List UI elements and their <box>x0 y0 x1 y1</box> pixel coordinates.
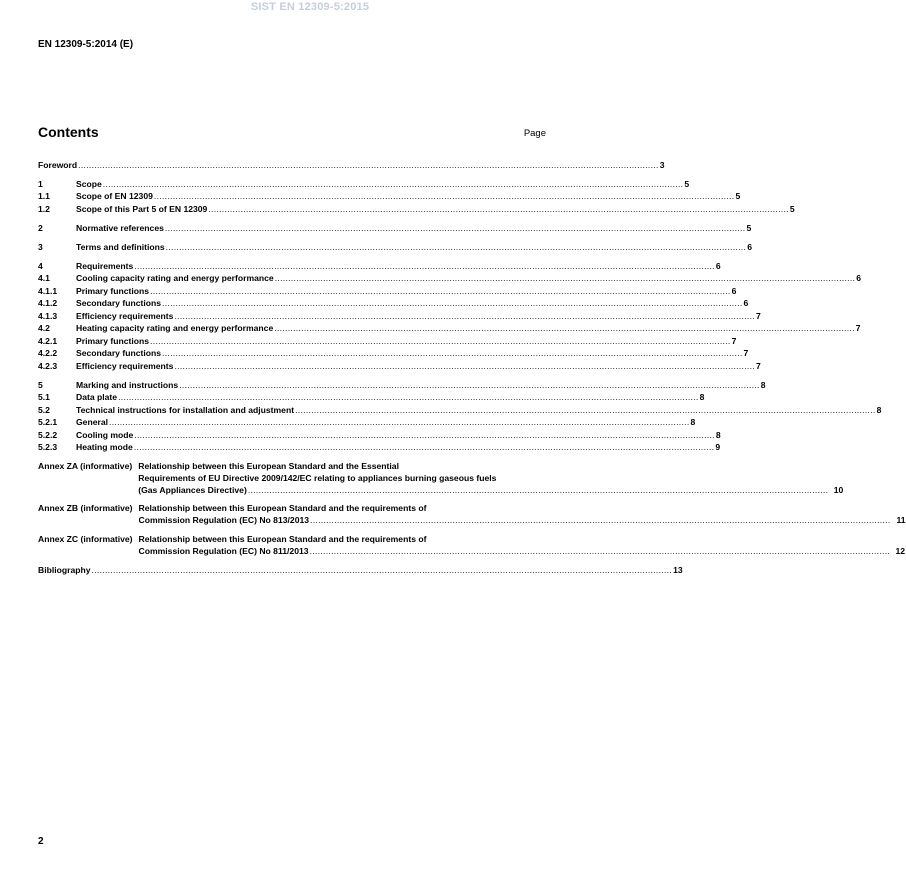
annex-title <box>139 533 906 557</box>
toc-entry-title: Cooling mode <box>76 429 134 440</box>
toc-entry-page: 5 <box>789 203 795 214</box>
toc-leader-dots <box>295 405 876 416</box>
toc-entry[interactable] <box>38 177 690 190</box>
toc-entry-page: 7 <box>855 323 861 333</box>
toc-entry[interactable] <box>38 441 721 454</box>
toc-entry-page: 8 <box>760 379 766 390</box>
toc-entry-page: 6 <box>856 273 862 283</box>
toc-entry[interactable] <box>38 391 705 404</box>
annex-title-line: Relationship between this European Standard and the requirements of <box>138 533 427 544</box>
watermark: SIST EN 12309-5:2015 <box>250 1 370 13</box>
toc-entry[interactable] <box>38 272 862 285</box>
toc-entry-number: 1.1 <box>38 191 50 201</box>
toc-entry-title: Cooling capacity rating and energy performance <box>76 273 274 283</box>
toc-bibliography-entry[interactable] <box>38 563 683 576</box>
toc-entry-title: Heating mode <box>76 442 133 452</box>
toc-leader-dots <box>179 380 760 391</box>
toc-leader-dots <box>165 223 746 234</box>
toc-leader-dots <box>174 361 755 372</box>
toc-entry-page: 7 <box>755 310 761 321</box>
annex-label: Annex ZB (informative) <box>38 503 133 513</box>
toc-entry-number: 3 <box>38 241 43 252</box>
toc-entry[interactable] <box>38 284 737 297</box>
toc-entry-number: 5 <box>38 379 43 390</box>
toc-leader-dots <box>162 348 743 359</box>
toc-entry-number: 5.2 <box>38 404 50 415</box>
toc-entry-page: 5 <box>684 178 690 189</box>
toc-entry[interactable] <box>38 309 761 322</box>
annex-title-line: Relationship between this European Standard and the requirements of <box>138 503 427 513</box>
annex-title-last-line <box>139 514 906 526</box>
toc-leader-dots <box>310 514 891 526</box>
toc-entry-number: 2 <box>38 222 43 233</box>
toc-entry[interactable] <box>38 240 752 253</box>
annex-title-line: Commission Regulation (EC) No 813/2013 <box>138 515 310 525</box>
toc-entry-number: 4.1 <box>38 273 50 283</box>
annex-title <box>138 460 843 496</box>
toc-leader-dots <box>174 311 755 322</box>
toc-leader-dots <box>275 273 856 284</box>
toc-entry[interactable] <box>38 202 795 215</box>
toc-entry-title: Efficiency requirements <box>76 360 174 371</box>
toc-entry-page: 6 <box>743 298 749 308</box>
toc-entry[interactable] <box>38 416 696 429</box>
toc-leader-dots <box>150 336 731 347</box>
toc-entry-title: Scope of EN 12309 <box>76 191 153 201</box>
toc-entry-page: 8 <box>690 417 696 427</box>
toc-annex-entry[interactable] <box>38 460 844 496</box>
toc-leader-dots <box>109 417 690 428</box>
toc-leader-dots <box>134 442 715 453</box>
annex-title-line: Relationship between this European Standard and the Essential <box>138 460 399 471</box>
annex-label: Annex ZC (informative) <box>38 533 133 544</box>
toc-entry-number: 4.2.3 <box>38 360 58 371</box>
toc-entry-page: 13 <box>673 564 683 575</box>
toc-entry-number: 1 <box>38 178 43 189</box>
toc-entry-number: 4.2 <box>38 323 50 333</box>
toc-entry[interactable] <box>38 158 665 171</box>
toc-entry-number: 5.2.3 <box>38 442 58 452</box>
toc-leader-dots <box>274 323 855 334</box>
toc-entry-title: Secondary functions <box>76 298 161 308</box>
toc-leader-dots <box>92 565 673 576</box>
annex-title-last-line <box>139 545 906 557</box>
toc-entry[interactable] <box>38 322 861 335</box>
toc-entry-number: 4.1.1 <box>38 285 58 296</box>
toc-annex-entry[interactable] <box>38 533 906 557</box>
toc-entry-number: 4 <box>38 260 43 271</box>
toc-entry-number: 4.1.2 <box>38 298 58 308</box>
toc-entry-number: 1.2 <box>38 203 50 214</box>
toc-entry-page: 8 <box>876 404 882 415</box>
toc-annex-entry[interactable] <box>38 502 906 526</box>
page-column-label: Page <box>523 128 546 139</box>
toc-entry-page: 9 <box>715 442 721 452</box>
toc-entry[interactable] <box>38 347 749 360</box>
toc-entry-title: Scope of this Part 5 of EN 12309 <box>76 203 208 214</box>
toc-entry-page: 6 <box>715 260 721 271</box>
toc-entry-page: 7 <box>755 360 761 371</box>
contents-heading: Contents <box>38 124 99 140</box>
toc-entry[interactable] <box>38 428 721 441</box>
toc-entry-title: Terms and definitions <box>76 241 165 252</box>
toc-entry-title: Foreword <box>38 159 78 170</box>
toc-leader-dots <box>310 545 891 557</box>
toc-entry-title: Primary functions <box>76 335 150 346</box>
toc-entry-title: Primary functions <box>76 285 150 296</box>
annex-page: 10 <box>833 484 844 495</box>
toc-entry-title: Technical instructions for installation and adjustment <box>76 404 295 415</box>
annex-title-line: (Gas Appliances Directive) <box>138 484 247 495</box>
toc-leader-dots <box>134 430 715 441</box>
toc-leader-dots <box>208 204 789 215</box>
toc-entry-page: 8 <box>715 429 721 440</box>
annex-title-line: Requirements of EU Directive 2009/142/EC relating to appliances burning gaseous fuels <box>138 472 497 483</box>
table-of-contents <box>38 158 906 576</box>
toc-entry-number: 5.2.1 <box>38 417 58 427</box>
toc-entry-page: 6 <box>731 285 737 296</box>
toc-entry[interactable] <box>38 297 749 310</box>
toc-entry-number: 5.1 <box>38 392 50 402</box>
toc-entry-title: Heating capacity rating and energy performance <box>76 323 274 333</box>
toc-entry[interactable] <box>38 359 761 372</box>
toc-entry-title: Scope <box>76 178 102 189</box>
toc-entry[interactable] <box>38 190 741 203</box>
toc-leader-dots <box>118 392 699 403</box>
toc-entry-title: Efficiency requirements <box>76 310 174 321</box>
annex-label: Annex ZA (informative) <box>38 460 133 471</box>
annex-page: 12 <box>895 545 906 556</box>
toc-leader-dots <box>248 484 829 496</box>
toc-entry-page: 5 <box>746 222 752 233</box>
toc-entry-page: 6 <box>747 241 752 252</box>
toc-entry-page: 5 <box>735 191 741 201</box>
toc-leader-dots <box>154 191 735 202</box>
toc-entry-page: 8 <box>699 392 705 402</box>
toc-entry-title: Secondary functions <box>76 348 161 358</box>
toc-entry-title: Bibliography <box>38 564 91 575</box>
toc-entry[interactable] <box>38 259 721 272</box>
toc-entry-page: 7 <box>731 335 737 346</box>
toc-entry-number: 5.2.2 <box>38 429 58 440</box>
document-id: EN 12309-5:2014 (E) <box>38 39 134 50</box>
toc-leader-dots <box>150 286 731 297</box>
toc-entry-title: Data plate <box>76 392 118 402</box>
toc-entry-title: Normative references <box>76 222 164 233</box>
toc-entry[interactable] <box>38 378 766 391</box>
toc-entry-number: 4.2.2 <box>38 348 58 358</box>
toc-entry-page: 7 <box>743 348 749 358</box>
toc-entry-title: Marking and instructions <box>76 379 179 390</box>
toc-entry[interactable] <box>38 403 882 416</box>
toc-leader-dots <box>134 261 715 272</box>
toc-leader-dots <box>78 160 659 171</box>
toc-leader-dots <box>162 298 743 309</box>
toc-entry-title: Requirements <box>76 260 134 271</box>
annex-title-line: Commission Regulation (EC) No 811/2013 <box>138 545 309 556</box>
page-number: 2 <box>38 836 44 847</box>
toc-leader-dots <box>103 179 684 190</box>
toc-leader-dots <box>166 242 747 253</box>
toc-entry[interactable] <box>38 334 737 347</box>
toc-entry-page: 3 <box>659 159 665 170</box>
annex-title <box>139 502 906 526</box>
toc-entry-number: 4.2.1 <box>38 335 58 346</box>
annex-title-last-line <box>138 484 843 496</box>
toc-entry-title: General <box>76 417 109 427</box>
toc-entry[interactable] <box>38 221 752 234</box>
toc-entry-number: 4.1.3 <box>38 310 58 321</box>
annex-page: 11 <box>896 515 906 525</box>
